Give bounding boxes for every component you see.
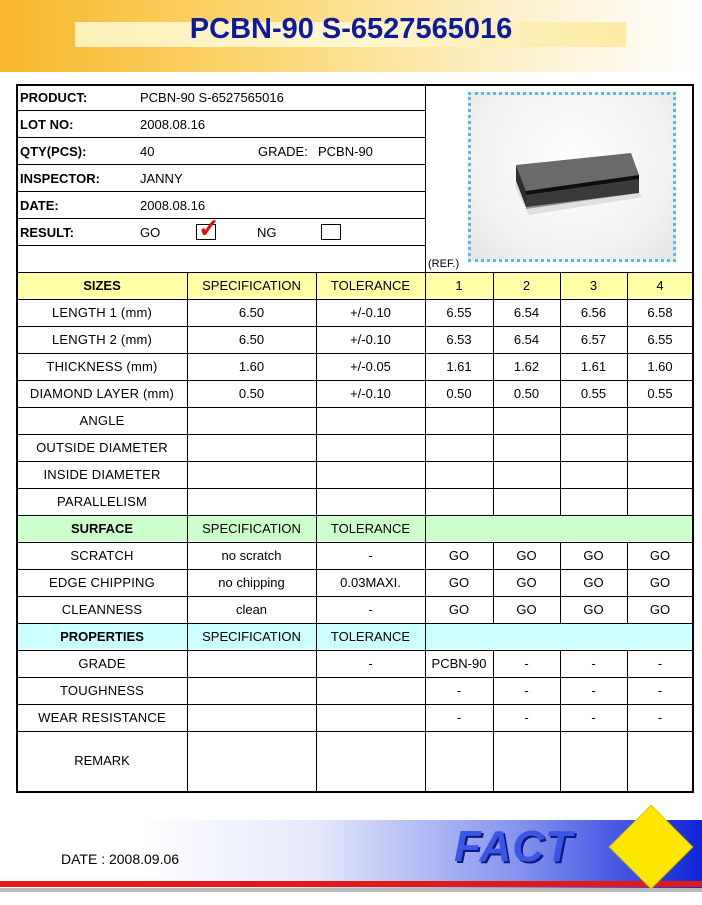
- table-cell: -: [456, 710, 462, 725]
- row-label-cell: CLEANNESS: [61, 602, 143, 617]
- table-cell: -: [591, 656, 596, 671]
- row-label-cell: INSIDE DIAMETER: [43, 467, 161, 482]
- row-label-cell: DIAMOND LAYER (mm): [29, 386, 175, 401]
- row-label-cell: PARALLELISM: [56, 494, 148, 509]
- table-cell: 6.54: [513, 305, 540, 320]
- table-cell: 1.61: [446, 359, 472, 374]
- row-label-cell: GRADE: [78, 656, 126, 671]
- table-cell: GO: [448, 602, 470, 617]
- fact-logo: FACT: [454, 822, 573, 871]
- table-cell: 0.50: [513, 386, 540, 401]
- row-label-cell: OUTSIDE DIAMETER: [36, 440, 168, 455]
- table-header-cell: TOLERANCE: [330, 278, 411, 293]
- table-cell: -: [657, 656, 663, 671]
- table-cell: 6.57: [580, 332, 607, 347]
- table-cell: clean: [235, 602, 268, 617]
- table-cell: GO: [516, 575, 537, 590]
- table-cell: -: [524, 710, 529, 725]
- row-label-cell: LENGTH 2 (mm): [51, 332, 153, 347]
- page-title: PCBN-90 S-6527565016: [189, 13, 513, 45]
- table-cell: 6.53: [446, 332, 472, 347]
- table-header-cell: SPECIFICATION: [202, 521, 301, 536]
- footer-grey-stripe: [0, 888, 702, 892]
- table-cell: 6.55: [446, 305, 472, 320]
- table-cell: 6.50: [238, 332, 265, 347]
- row-label-cell: LENGTH 1 (mm): [51, 305, 153, 320]
- table-header-cell: SIZES: [83, 278, 121, 293]
- table-header-cell: SURFACE: [70, 521, 134, 536]
- table-cell: no scratch: [221, 548, 282, 563]
- row-label-cell: TOUGHNESS: [60, 683, 144, 698]
- table-cell: -: [368, 548, 373, 563]
- table-header-cell: SPECIFICATION: [202, 278, 301, 293]
- product-label: PRODUCT:: [20, 90, 88, 105]
- table-cell: PCBN-90: [431, 656, 487, 671]
- table-cell: 0.55: [647, 386, 673, 401]
- row-label-cell: ANGLE: [79, 413, 125, 428]
- table-cell: 0.50: [238, 386, 265, 401]
- qty-label: QTY(PCS):: [20, 144, 87, 159]
- table-cell: -: [456, 683, 462, 698]
- table-cell: GO: [583, 575, 604, 590]
- ref-label: (REF.): [428, 258, 460, 270]
- row-label-cell: THICKNESS (mm): [46, 359, 158, 374]
- table-cell: 1.60: [647, 359, 673, 374]
- table-cell: 1.62: [513, 359, 540, 374]
- remark-label: REMARK: [74, 753, 130, 768]
- report-frame: [16, 84, 694, 793]
- grade-label: GRADE:: [258, 144, 308, 159]
- table-cell: -: [524, 656, 529, 671]
- table-header-cell: TOLERANCE: [330, 629, 411, 644]
- table-cell: 0.03MAXI.: [340, 575, 401, 590]
- table-cell: 0.50: [446, 386, 472, 401]
- table-cell: -: [368, 656, 373, 671]
- table-cell: 6.55: [647, 332, 673, 347]
- row-label-cell: SCRATCH: [70, 548, 134, 563]
- table-cell: GO: [516, 548, 537, 563]
- table-cell: +/-0.10: [350, 305, 391, 320]
- row-label-cell: WEAR RESISTANCE: [38, 710, 166, 725]
- table-header-cell: 2: [522, 278, 531, 293]
- table-header-cell: 3: [589, 278, 598, 293]
- table-cell: no chipping: [218, 575, 285, 590]
- table-cell: GO: [583, 548, 604, 563]
- table-cell: 6.56: [580, 305, 607, 320]
- table-cell: GO: [516, 602, 537, 617]
- table-cell: +/-0.10: [350, 332, 391, 347]
- table-header-cell: SPECIFICATION: [202, 629, 301, 644]
- table-cell: 1.61: [580, 359, 607, 374]
- product-value: PCBN-90 S-6527565016: [140, 90, 284, 105]
- table-cell: +/-0.10: [350, 386, 391, 401]
- table-cell: GO: [583, 602, 604, 617]
- table-cell: -: [591, 710, 596, 725]
- table-cell: -: [368, 602, 373, 617]
- table-cell: -: [657, 683, 663, 698]
- table-cell: -: [524, 683, 529, 698]
- table-cell: -: [657, 710, 663, 725]
- result-label: RESULT:: [20, 225, 74, 240]
- grade-value: PCBN-90: [318, 144, 373, 159]
- table-header-cell: TOLERANCE: [330, 521, 411, 536]
- footer-date: [61, 851, 179, 867]
- go-label: GO: [140, 225, 161, 240]
- table-header-cell: PROPERTIES: [60, 629, 144, 644]
- table-cell: +/-0.05: [350, 359, 391, 374]
- table-cell: 6.54: [513, 332, 540, 347]
- qty-value: 40: [140, 144, 155, 159]
- table-header-cell: 4: [656, 278, 664, 293]
- table-cell: 6.50: [238, 305, 265, 320]
- inspector-label: INSPECTOR:: [20, 171, 100, 186]
- footer-date-value: 2008.09.06: [108, 851, 180, 867]
- footer-red-stripe: [0, 881, 702, 887]
- row-label-cell: EDGE CHIPPING: [49, 575, 155, 590]
- checkmark-icon: ✓: [198, 213, 220, 243]
- table-cell: 6.58: [647, 305, 673, 320]
- date-label: DATE:: [20, 198, 59, 213]
- lot-label: LOT NO:: [20, 117, 74, 132]
- table-cell: GO: [649, 602, 671, 617]
- table-cell: GO: [649, 548, 671, 563]
- table-cell: GO: [448, 575, 470, 590]
- table-cell: -: [591, 683, 596, 698]
- table-header-cell: 1: [455, 278, 463, 293]
- table-cell: 0.55: [580, 386, 607, 401]
- inspector-value: JANNY: [140, 171, 183, 186]
- ng-label: NG: [257, 225, 277, 240]
- table-cell: 1.60: [238, 359, 265, 374]
- table-cell: GO: [649, 575, 671, 590]
- lot-value: 2008.08.16: [140, 117, 206, 132]
- date-value: 2008.08.16: [140, 198, 206, 213]
- table-cell: GO: [448, 548, 470, 563]
- footer-date-label: DATE :: [61, 851, 106, 867]
